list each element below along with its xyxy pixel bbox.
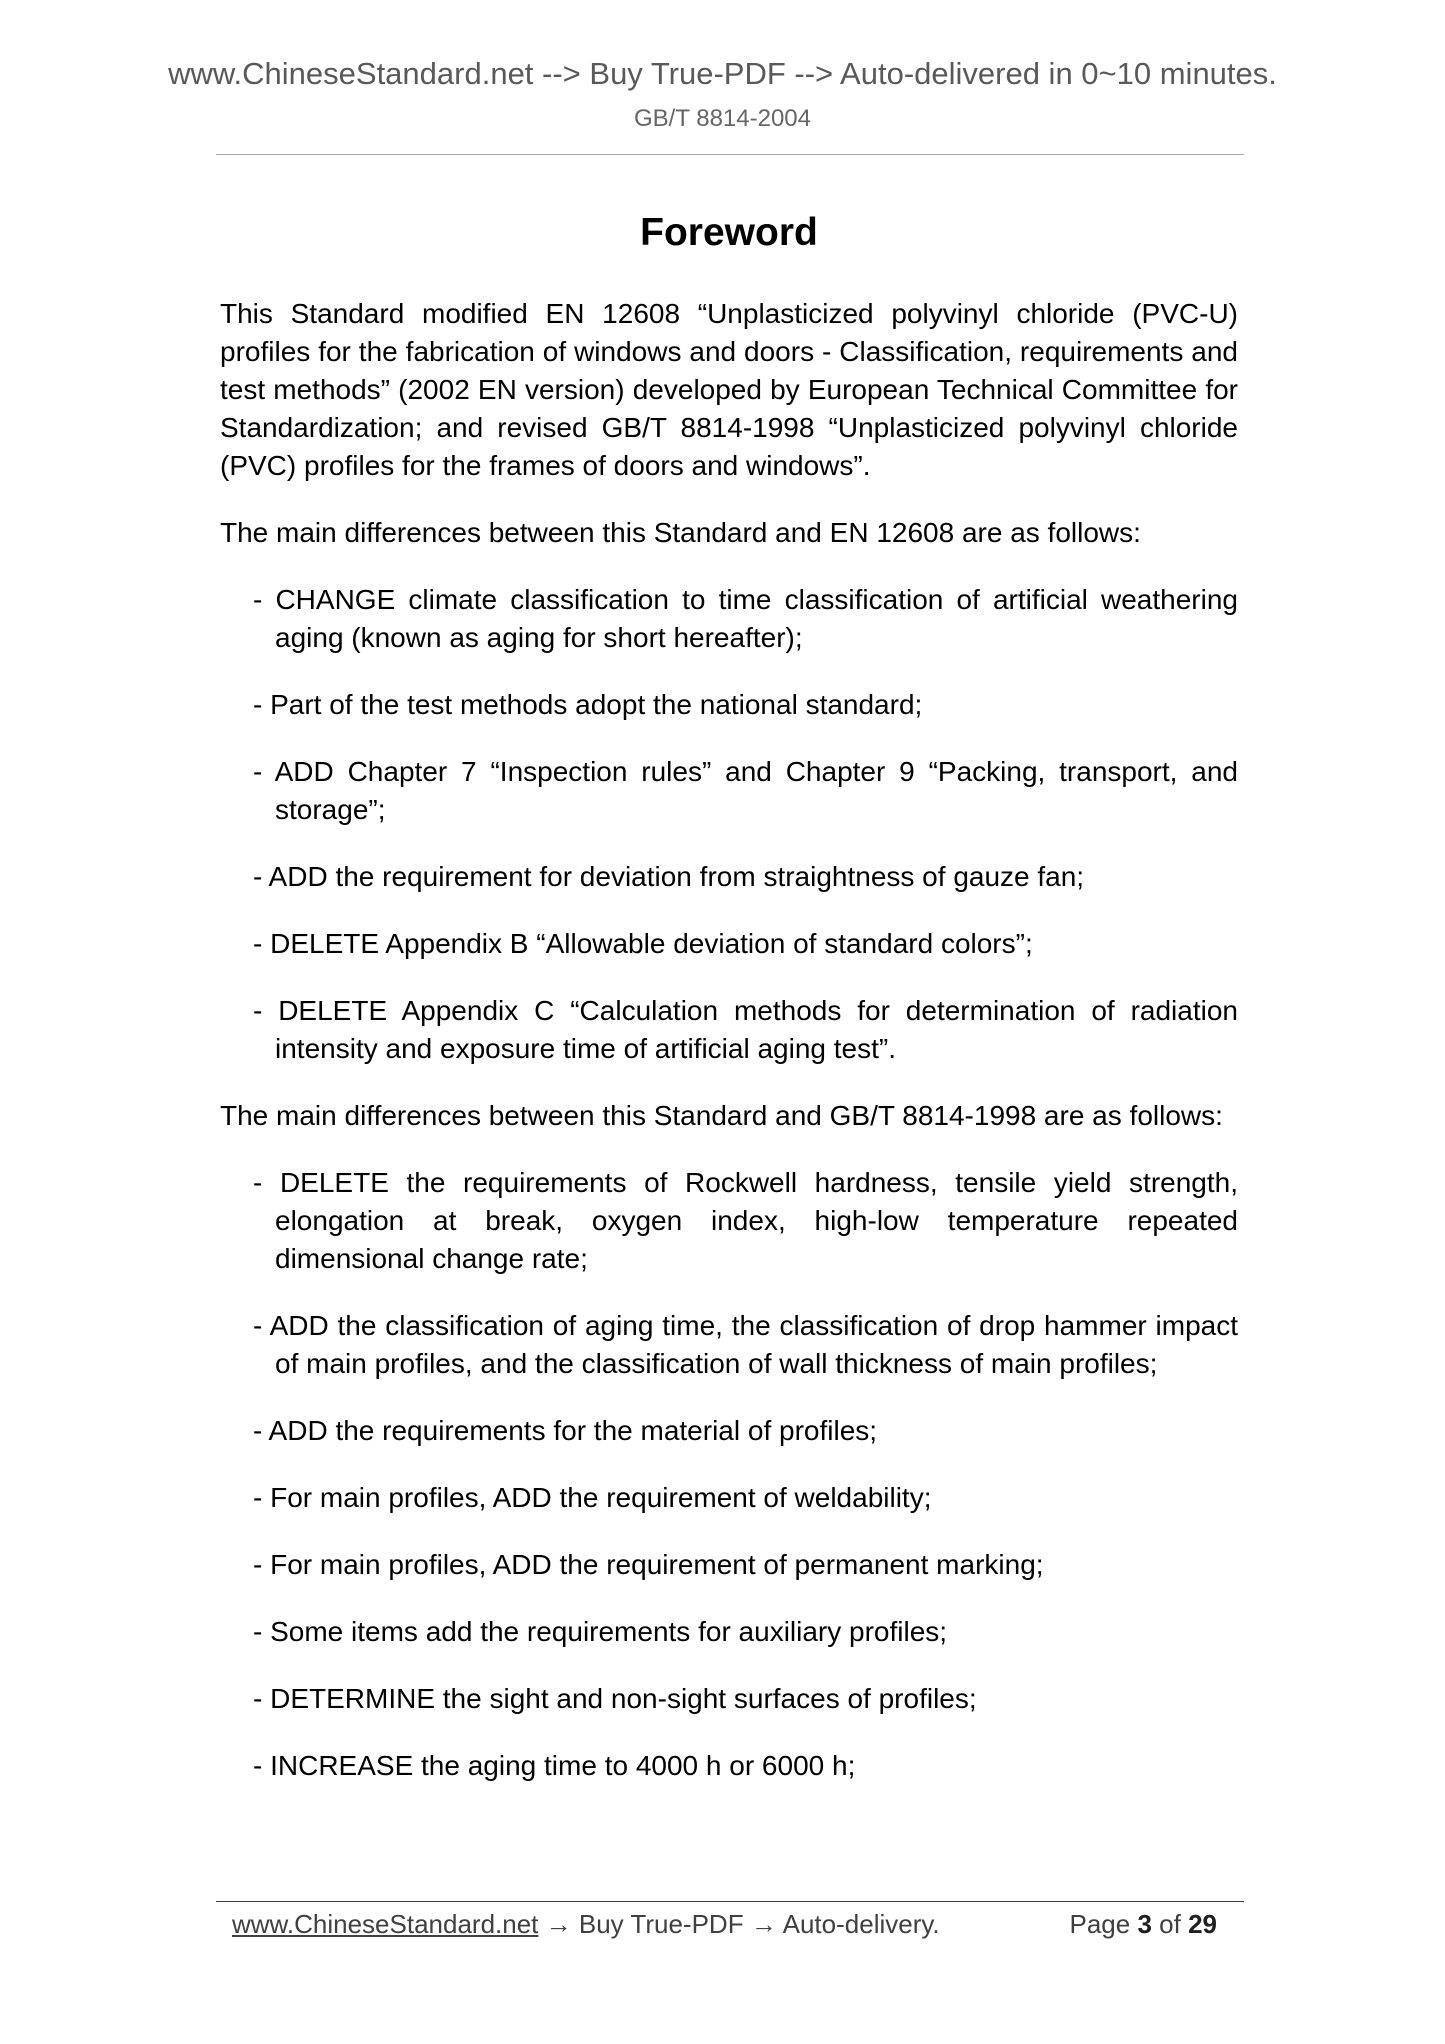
page-label: Page [1069,1909,1131,1939]
header-standard-number: GB/T 8814-2004 [633,105,811,132]
total-pages: 29 [1188,1909,1217,1939]
en-differences-heading: The main differences between this Standard and EN 12608 are as follows: [220,516,1141,548]
arrow-right-icon: → [545,1909,572,1939]
list-item: - For main profiles, ADD the requirement of weldability; [253,1481,932,1513]
list-item: - Part of the test methods adopt the national standard; [253,688,923,720]
list-item: - ADD the classification of aging time, the classification of drop hammer impact of main profiles, and the classification of wall thickness of main profiles; [253,1309,1238,1379]
main-content [220,210,1238,1814]
footer-buy-text: Buy True-PDF [578,1909,744,1939]
current-page: 3 [1137,1909,1152,1939]
list-item: - CHANGE climate classification to time classification of artificial weathering aging (known as aging for short hereafter); [253,583,1238,653]
list-item: - ADD the requirement for deviation from straightness of gauze fan; [253,860,1085,892]
page-number [1069,1906,1217,1942]
footer-divider [216,1901,1244,1902]
footer-delivery-text: Auto-delivery. [782,1909,940,1939]
header-banner: www.ChineseStandard.net --> Buy True-PDF --> Auto-delivered in 0~10 minutes. [168,56,1277,91]
list-item: - DELETE Appendix C “Calculation methods for determination of radiation intensity and exposure time of artificial aging test”. [253,994,1238,1064]
list-item: - For main profiles, ADD the requirement of permanent marking; [253,1548,1044,1580]
footer-site-link[interactable]: www.ChineseStandard.net [232,1909,539,1939]
list-item: - ADD Chapter 7 “Inspection rules” and Chapter 9 “Packing, transport, and storage”; [253,755,1238,825]
intro-paragraph: This Standard modified EN 12608 “Unplasticized polyvinyl chloride (PVC-U) profiles for the fabrication of windows and doors - Classification, requirements and test methods” (2002 EN version) developed by European Technical Committee for Standardization; and revised GB/T 8814-1998 “Unplasticized polyvinyl chloride (PVC) profiles for the frames of doors and windows”. [220,297,1238,481]
header-divider [216,154,1244,155]
list-item: - INCREASE the aging time to 4000 h or 6000 h; [253,1749,856,1781]
en-differences-list [220,581,1238,1068]
of-label: of [1159,1909,1181,1939]
footer-promo [232,1906,940,1942]
list-item: - ADD the requirements for the material of profiles; [253,1414,878,1446]
list-item: - DELETE Appendix B “Allowable deviation of standard colors”; [253,927,1033,959]
arrow-right-icon: → [750,1909,777,1939]
gb-differences-heading: The main differences between this Standard and GB/T 8814-1998 are as follows: [220,1099,1223,1131]
list-item: - DETERMINE the sight and non-sight surfaces of profiles; [253,1682,977,1714]
page-title: Foreword [640,211,818,254]
list-item: - Some items add the requirements for auxiliary profiles; [253,1615,948,1647]
gb-differences-list [220,1164,1238,1785]
list-item: - DELETE the requirements of Rockwell hardness, tensile yield strength, elongation at break, oxygen index, high-low temperature repeated dimensional change rate; [253,1166,1238,1274]
page-footer [232,1906,1237,1942]
